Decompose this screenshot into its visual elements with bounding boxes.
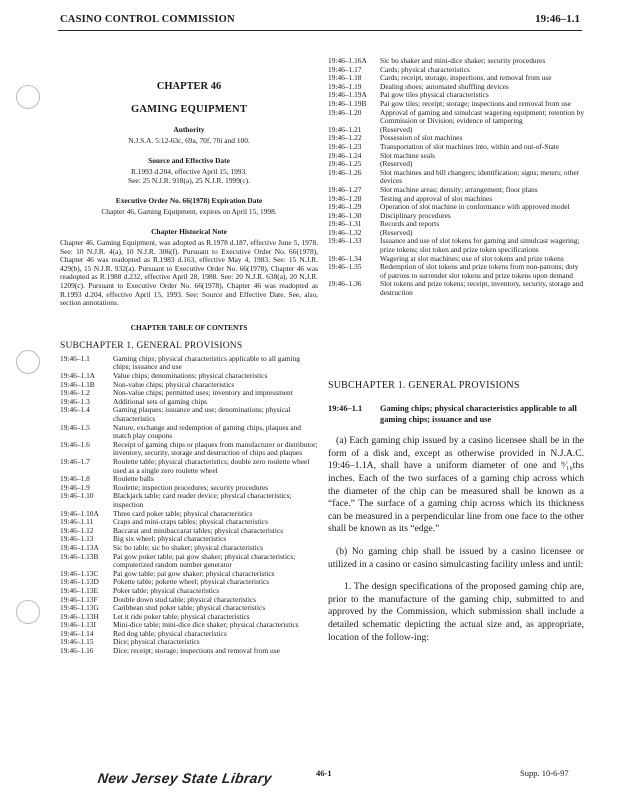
- toc-entry-number: 19:46–1.1: [60, 353, 90, 363]
- toc-entry-title: Gaming chips; physical characteristics applicable to all gaming chips; issuance and use: [113, 353, 300, 372]
- toc-entry: [328, 280, 584, 297]
- header-agency: CASINO CONTROL COMMISSION: [60, 14, 235, 25]
- toc-entry-number: 19:46–1.19: [328, 81, 362, 91]
- supplement-date: Supp. 10-6-97: [520, 768, 569, 778]
- toc-entry-title: Non-value chips; permitted uses; inventory and impressment: [113, 388, 293, 398]
- toc-entry-number: 19:46–1.10: [60, 491, 94, 501]
- toc-entry: [328, 109, 584, 126]
- toc-entry-number: 19:46–1.33: [328, 236, 362, 246]
- toc-entry-number: 19:46–1.24: [328, 150, 362, 160]
- toc-entry-title: Sic bo table; sic bo shaker; physical characteristics: [113, 542, 264, 552]
- toc-entry-title: Poker table; physical characteristics: [113, 585, 220, 595]
- toc-entry-number: 19:46–1.13E: [60, 585, 98, 595]
- toc-entry-number: 19:46–1.15: [60, 637, 94, 647]
- toc-entry-title: Baccarat and minibaccarat tables; physical characteristics: [113, 525, 284, 535]
- exec-order-heading: Executive Order No. 66(1978) Expiration Date: [115, 196, 263, 206]
- toc-entry-number: 19:46–1.17: [328, 64, 362, 74]
- toc-entry-title: Slot tokens and prize tokens; receipt, inventory, security, storage and destruction: [380, 279, 584, 298]
- authority-text: N.J.S.A. 5:12-63c, 69a, 70f, 70i and 100.: [128, 135, 250, 145]
- toc-entry-title: Big six wheel; physical characteristics: [113, 534, 227, 544]
- historical-note-heading: Chapter Historical Note: [151, 227, 227, 237]
- toc-entry-number: 19:46–1.14: [60, 628, 94, 638]
- toc-entry-number: 19:46–1.32: [328, 227, 362, 237]
- toc-entry: [60, 553, 318, 570]
- toc-entry-title: Gaming plaques; issuance and use; denominations; physical characteristics: [113, 405, 291, 424]
- toc-list-left: [60, 355, 318, 656]
- toc-entry: [328, 152, 584, 161]
- toc-entry-number: 19:46–1.13D: [60, 577, 99, 587]
- toc-entry-number: 19:46–1.16A: [328, 56, 367, 65]
- toc-entry-title: Craps and mini-craps tables; physical characteristics: [113, 517, 268, 527]
- toc-entry-title: Redemption of slot tokens and prize tokens from non-patrons; duty of patrons to surrender slot tokens and prize tokens upon demand: [380, 262, 579, 280]
- toc-entry-title: Issuance and use of slot tokens for gaming and simulcast wagering; prize tokens; slot token and prize token specifications: [380, 236, 580, 255]
- punch-hole-icon: [16, 350, 40, 374]
- historical-note-text: Chapter 46, Gaming Equipment, was adopted as R.1978 d.187, effective June 5, 1978. See: 10 N.J.R. 4(a), 10 N.J.R. 306(f). Pursuant to Executive Order No. 66(1978), Chapter 46 was readopted as R.1983 d.163, effective May 4, 1983. See: 15 N.J.R. 429(b), 15 N.J.R. 932(a). Pursuant to Executive Order No. 66(1978), Chapter 46 was readopted as R.1988 d.232, effective April 28, 1988. See: 20 N.J.R. 638(a), 20 N.J.R. 1209(c). Pursuant to Executive Order No. 66(1978), Chapter 46 was readopted as R.1993 d.204, effective April 15, 1993. See: Source and Effective Date. See, also, section annotations.: [60, 237, 318, 308]
- toc-entry-title: Cards; receipt, storage, inspections, and removal from use: [380, 73, 552, 83]
- toc-entry-title: Dice; physical characteristics: [113, 637, 200, 647]
- chapter-number: CHAPTER 46: [156, 81, 222, 92]
- toc-entry: [60, 424, 318, 441]
- toc-entry-number: 19:46–1.22: [328, 133, 362, 143]
- toc-entry-number: 19:46–1.3: [60, 396, 90, 406]
- toc-entry-number: 19:46–1.2: [60, 388, 90, 398]
- exec-order-text: Chapter 46, Gaming Equipment, expires on April 15, 1998.: [101, 206, 277, 216]
- toc-entry-number: 19:46–1.13B: [60, 551, 99, 561]
- toc-entry-number: 19:46–1.6: [60, 439, 90, 449]
- toc-subchapter-label: SUBCHAPTER 1. GENERAL PROVISIONS: [60, 341, 243, 352]
- toc-entry: [60, 355, 318, 372]
- toc-entry-number: 19:46–1.19A: [328, 90, 367, 100]
- toc-entry-number: 19:46–1.13H: [60, 611, 99, 621]
- toc-entry-number: 19:46–1.26: [328, 167, 362, 177]
- toc-entry-number: 19:46–1.18: [328, 73, 362, 83]
- toc-entry-number: 19:46–1.1A: [60, 371, 96, 381]
- source-heading: Source and Effective Date: [148, 156, 230, 166]
- authority-heading: Authority: [173, 125, 205, 135]
- toc-entry-title: Slot machine areas; density; arrangement; floor plans: [380, 184, 538, 194]
- toc-entry-title: Pai gow table; pai gow shaker; physical characteristics: [113, 568, 275, 578]
- body-subchapter-label: SUBCHAPTER 1. GENERAL PROVISIONS: [328, 379, 520, 391]
- toc-entry-title: Mini-dice table; mini-dice dice shaker; physical characteristics: [113, 620, 299, 630]
- header-section-number: 19:46–1.1: [535, 13, 580, 25]
- toc-entry: [328, 143, 584, 152]
- toc-entry-title: Slot machines and bill changers; identification; signs; meters; other devices: [380, 167, 580, 186]
- toc-entry: [60, 441, 318, 458]
- toc-entry-title: Transportation of slot machines into, within and out-of-State: [380, 141, 560, 151]
- source-text-1: R.1993 d.204, effective April 15, 1993.: [130, 166, 248, 176]
- toc-entry-number: 19:46–1.11: [60, 517, 94, 527]
- toc-entry-title: Three card poker table; physical characteristics: [113, 508, 253, 518]
- toc-entry-number: 19:46–1.35: [328, 262, 362, 272]
- toc-entry-title: (Reserved): [380, 159, 413, 169]
- toc-entry-number: 19:46–1.34: [328, 253, 362, 263]
- toc-entry-number: 19:46–1.25: [328, 159, 362, 169]
- paragraph-b: (b) No gaming chip shall be issued by a casino licensee or utilized in a casino or casino simulcasting facility unless and until:: [328, 545, 584, 570]
- toc-entry-title: Pai gow poker table; pai gow shaker; physical characteristics; computerized random number generator: [113, 551, 296, 570]
- paragraph-1: 1. The design specifications of the proposed gaming chip are, prior to the manufacture of the gaming chip, submitted to and approved by the Commission, which submission shall include a detailed schematic depicting the actual size and, as appropriate, location of the follow-ing:: [328, 581, 584, 643]
- toc-entry-number: 19:46–1.28: [328, 193, 362, 203]
- toc-entry: [328, 212, 584, 221]
- toc-entry-number: 19:46–1.16: [60, 646, 94, 656]
- toc-entry-title: Operation of slot machine in conformance with approved model: [380, 202, 570, 212]
- toc-entry-number: 19:46–1.21: [328, 124, 362, 134]
- toc-entry-number: 19:46–1.23: [328, 141, 362, 151]
- toc-entry-title: Dice; receipt; storage; inspections and removal from use: [113, 646, 280, 656]
- toc-entry-number: 19:46–1.27: [328, 184, 362, 194]
- toc-entry-title: Testing and approval of slot machines: [380, 193, 493, 203]
- punch-hole-icon: [16, 85, 40, 109]
- toc-entry-title: Roulette; inspection procedures; security procedures: [113, 482, 269, 492]
- toc-entry-number: 19:46–1.12: [60, 525, 94, 535]
- toc-entry: [328, 220, 584, 229]
- toc-entry-number: 19:46–1.9: [60, 482, 90, 492]
- toc-entry: [328, 263, 584, 280]
- library-stamp: New Jersey State Library: [96, 770, 273, 786]
- toc-entry-title: Blackjack table; card reader device; physical characteristics; inspection: [113, 491, 292, 509]
- toc-entry-title: Disciplinary procedures: [380, 210, 451, 220]
- section-heading: [328, 404, 584, 425]
- left-column: [60, 80, 318, 656]
- toc-entry-title: Dealing shoes; automated shuffling devices: [380, 81, 509, 91]
- toc-entry: [60, 647, 318, 656]
- toc-entry-title: Double down stud table; physical characteristics: [113, 594, 257, 604]
- toc-entry-title: Cards; physical characteristics: [380, 64, 470, 74]
- toc-entry-title: Receipt of gaming chips or plaques from manufacturer or distributor; inventory, security, storage and destruction of chips and plaques: [113, 439, 318, 458]
- toc-entry-title: Non-value chips; physical characteristics: [113, 379, 235, 389]
- toc-entry: [60, 458, 318, 475]
- toc-entry-number: 19:46–1.36: [328, 279, 362, 289]
- toc-entry-number: 19:46–1.13F: [60, 594, 98, 604]
- toc-entry-number: 19:46–1.13C: [60, 568, 99, 578]
- section-number: 19:46–1.1: [328, 404, 363, 414]
- punch-hole-icon: [16, 600, 40, 624]
- column-spacer: [328, 298, 584, 372]
- toc-entry-title: Approval of gaming and simulcast wagering equipment; retention by Commission or Division; evidence of tampering: [380, 107, 585, 126]
- toc-entry-title: Slot machine seals: [380, 150, 436, 160]
- toc-entry-title: Sic bo shaker and mini-dice shaker; security procedures: [380, 56, 546, 65]
- toc-entry-title: Value chips; denominations; physical characteristics: [113, 371, 268, 381]
- source-text-2: See: 25 N.J.R. 918(a), 25 N.J.R. 1999(c).: [128, 175, 250, 185]
- toc-entry-title: Additional sets of gaming chips: [113, 396, 208, 406]
- right-column: [328, 57, 584, 654]
- toc-entry-number: 19:46–1.8: [60, 474, 90, 484]
- toc-entry: [328, 203, 584, 212]
- page-number: 46-1: [316, 768, 332, 778]
- toc-entry-number: 19:46–1.5: [60, 422, 90, 432]
- toc-entry-title: Records and reports: [380, 219, 440, 229]
- header-rule: [58, 30, 582, 31]
- toc-entry-number: 19:46–1.31: [328, 219, 362, 229]
- toc-entry-number: 19:46–1.13: [60, 534, 94, 544]
- paragraph-a: (a) Each gaming chip issued by a casino licensee shall be in the form of a disk and, except as otherwise provided in N.J.A.C. 19:46–1.1A, shall have a uniform diameter of one and ⁹⁄₁₆ths inches. Each of the two surfaces of a gaming chip across which the diameter of the chip can be measured shall be known as a “face.” The surface of a gaming chip across which its thickness can be measured in a perpendicular line from one face to the other shall be known as its “edge.”: [328, 435, 584, 535]
- toc-entry-number: 19:46–1.10A: [60, 508, 99, 518]
- toc-entry-number: 19:46–1.30: [328, 210, 362, 220]
- section-title: Gaming chips; physical characteristics applicable to all gaming chips; issuance and use: [380, 404, 577, 424]
- toc-entry-title: Pokette table; pokette wheel; physical characteristics: [113, 577, 270, 587]
- toc-entry-number: 19:46–1.7: [60, 457, 90, 466]
- toc-entry-number: 19:46–1.19B: [328, 98, 367, 108]
- toc-entry-number: 19:46–1.20: [328, 107, 362, 117]
- toc-entry-title: Caribbean stud poker table; physical characteristics: [113, 603, 266, 613]
- toc-entry-title: Roulette balls: [113, 474, 154, 484]
- toc-entry-title: Pai gow tiles; receipt; storage; inspections and removal from use: [380, 98, 572, 108]
- toc-entry-title: (Reserved): [380, 124, 413, 134]
- toc-entry-title: Nature, exchange and redemption of gaming chips, plaques and match play coupons: [113, 422, 301, 441]
- toc-entry: [60, 492, 318, 509]
- toc-entry-number: 19:46–1.13I: [60, 620, 96, 630]
- toc-entry-number: 19:46–1.1B: [60, 379, 95, 389]
- toc-entry-title: Roulette table; physical characteristics; double zero roulette wheel used as a single zero roulette wheel: [113, 457, 310, 475]
- toc-entry: [328, 237, 584, 254]
- toc-heading: CHAPTER TABLE OF CONTENTS: [130, 322, 248, 332]
- toc-entry-title: Wagering at slot machines; use of slot tokens and prize tokens: [380, 253, 564, 263]
- toc-entry-title: Let it ride poker table; physical characteristics: [113, 611, 250, 621]
- toc-entry-number: 19:46–1.13G: [60, 603, 99, 613]
- toc-entry-title: Pai gow tiles physical characteristics: [380, 90, 489, 100]
- toc-list-right: [328, 57, 584, 298]
- toc-entry-title: (Reserved): [380, 227, 413, 237]
- toc-entry: [60, 406, 318, 423]
- chapter-title: GAMING EQUIPMENT: [130, 103, 248, 115]
- toc-entry-number: 19:46–1.4: [60, 405, 90, 415]
- toc-entry-number: 19:46–1.29: [328, 202, 362, 212]
- toc-entry-title: Possession of slot machines: [380, 133, 463, 143]
- toc-entry: [328, 169, 584, 186]
- running-header: [0, 8, 620, 38]
- toc-entry-number: 19:46–1.13A: [60, 542, 99, 552]
- toc-entry-title: Red dog table; physical characteristics: [113, 628, 227, 638]
